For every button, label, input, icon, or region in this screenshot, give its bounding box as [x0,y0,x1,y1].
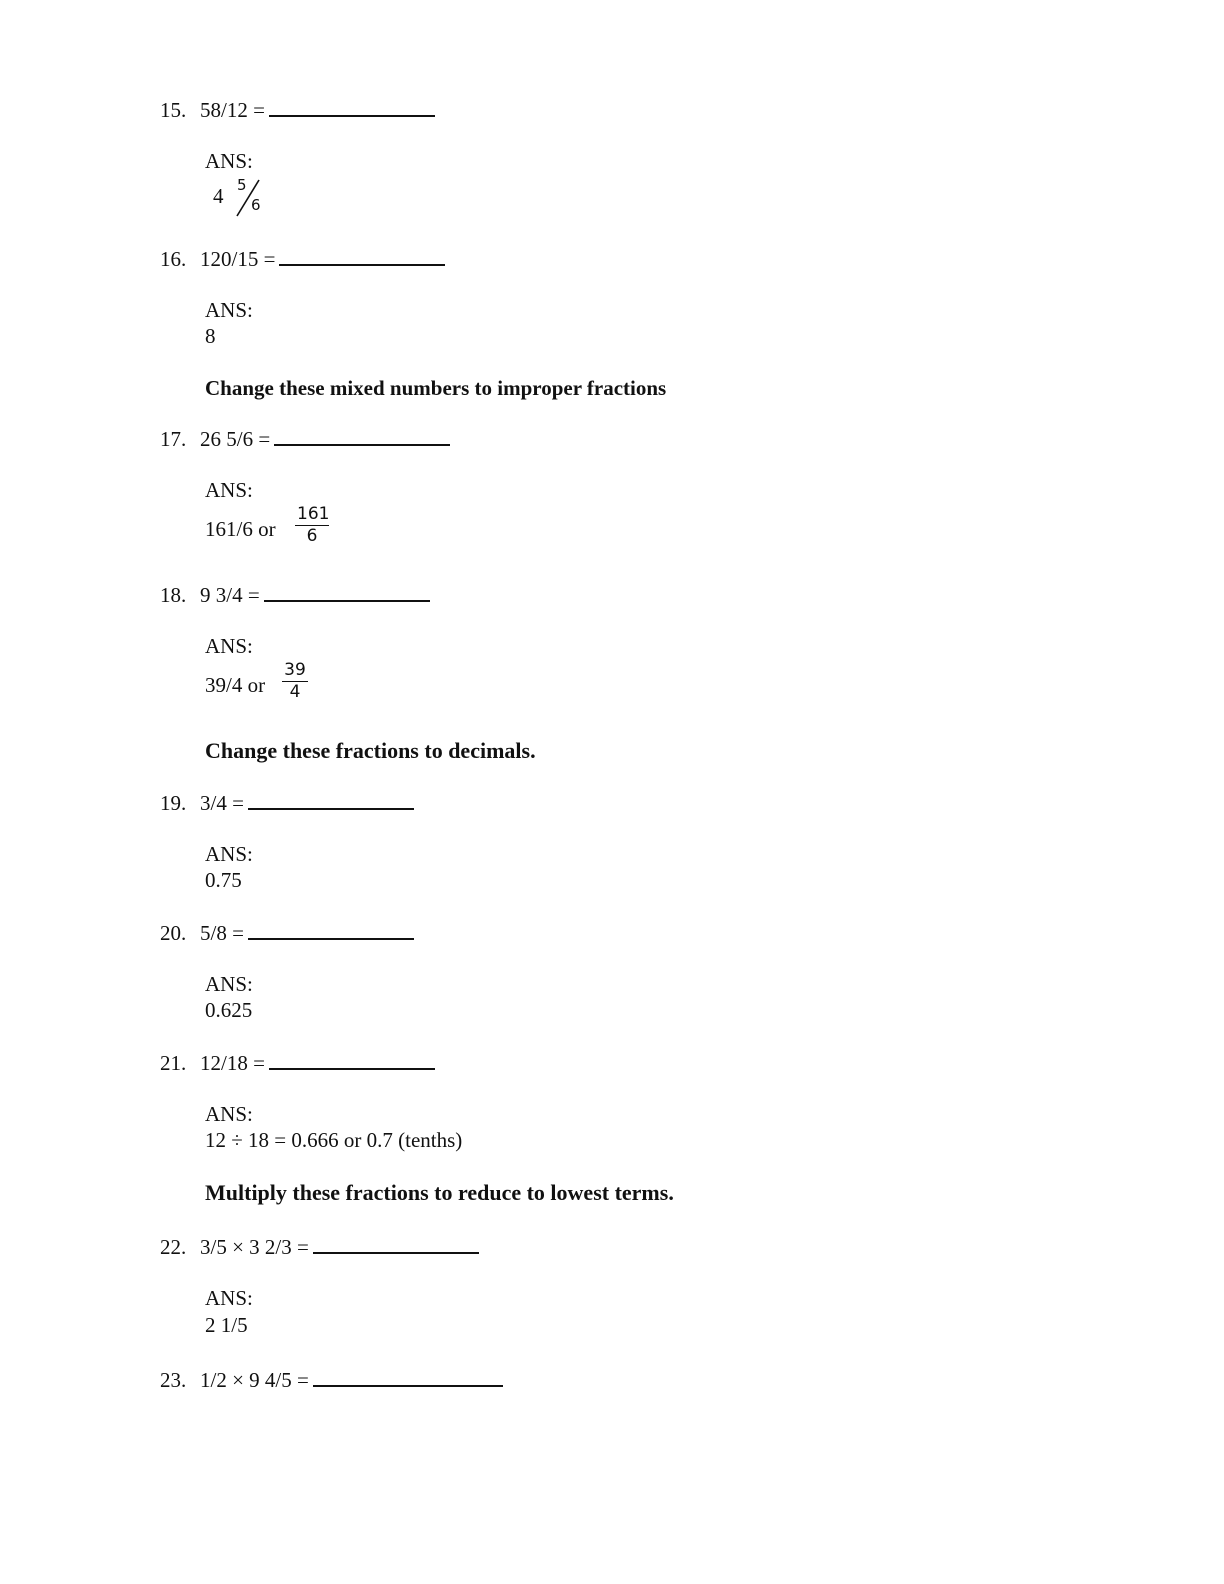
answer-text: 39/4 or [205,673,266,697]
question-15 [160,98,435,122]
question-expression: 3/4 = [200,791,244,815]
question-19 [160,791,414,815]
answer-label: ANS: [205,478,253,502]
question-expression: 12/18 = [200,1051,265,1075]
question-number: 21. [160,1051,187,1075]
question-number: 19. [160,791,187,815]
answer-label: ANS: [205,1102,253,1126]
section-heading-multiply: Multiply these fractions to reduce to lowest terms. [205,1180,674,1205]
denominator: 6 [251,196,261,214]
question-number: 23. [160,1368,187,1392]
question-number: 16. [160,247,187,271]
answer-label: ANS: [205,298,253,322]
question-23 [160,1368,503,1392]
numerator: 39 [282,660,308,682]
answer-label: ANS: [205,634,253,658]
mixed-number-answer [213,176,273,220]
answer-label: ANS: [205,1286,253,1310]
question-expression: 58/12 = [200,98,265,122]
answer-label: ANS: [205,972,253,996]
answer-blank [248,794,414,810]
question-22 [160,1235,479,1259]
answer-blank [313,1238,479,1254]
numerator: 161 [297,504,330,524]
answer-blank [279,250,445,266]
question-expression: 26 5/6 = [200,427,271,451]
stacked-fraction [295,504,329,546]
question-number: 18. [160,583,187,607]
answer-blank [269,1054,435,1070]
whole-part: 4 [213,184,224,208]
section-heading-decimals: Change these fractions to decimals. [205,738,536,763]
answer-blank [274,430,450,446]
question-expression: 1/2 × 9 4/5 = [200,1368,309,1392]
answer-blank [269,101,435,117]
numerator: 5 [237,176,247,194]
answer-label: ANS: [205,842,253,866]
answer-text: 8 [205,324,216,348]
answer-blank [248,924,414,940]
question-21 [160,1051,435,1075]
answer-text: 161/6 or [205,517,276,541]
question-expression: 9 3/4 = [200,583,260,607]
question-16 [160,247,445,271]
question-20 [160,921,414,945]
question-number: 20. [160,921,187,945]
section-heading-improper: Change these mixed numbers to improper fractions [205,376,667,400]
question-expression: 3/5 × 3 2/3 = [200,1235,309,1259]
answer-text: 0.625 [205,998,253,1022]
question-18 [160,583,430,607]
answer-text: 2 1/5 [205,1313,248,1337]
question-17 [160,427,450,451]
question-number: 17. [160,427,187,451]
question-number: 22. [160,1235,187,1259]
denominator: 4 [289,682,301,702]
stacked-fraction [282,660,308,702]
question-number: 15. [160,98,187,122]
answer-blank [264,586,430,602]
question-expression: 120/15 = [200,247,276,271]
answer-blank [313,1371,503,1387]
answer-text: 0.75 [205,868,242,892]
answer-text: 12 ÷ 18 = 0.666 or 0.7 (tenths) [205,1128,463,1152]
question-expression: 5/8 = [200,921,244,945]
denominator: 6 [306,526,318,546]
answer-label: ANS: [205,149,253,173]
